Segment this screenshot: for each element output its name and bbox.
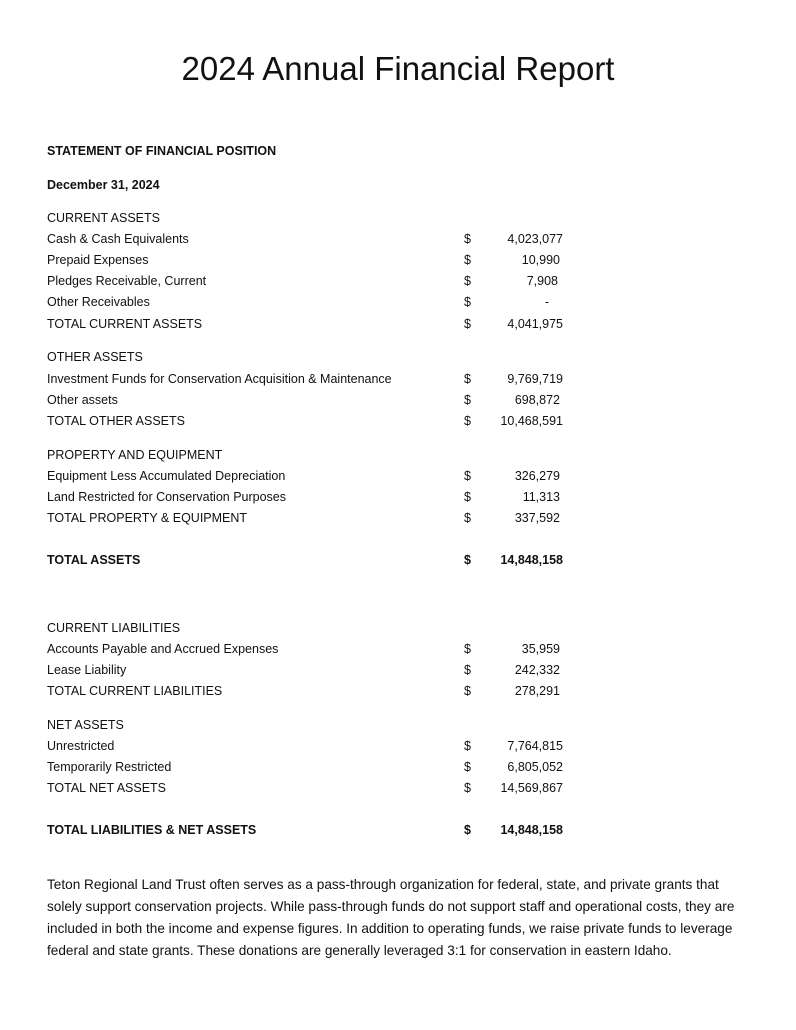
row-label: Equipment Less Accumulated Depreciation xyxy=(47,469,286,483)
currency-symbol: $ xyxy=(464,232,471,246)
total-assets-row xyxy=(47,550,577,570)
currency-symbol: $ xyxy=(464,823,471,837)
section-header-current-liabilities xyxy=(47,618,577,638)
currency-symbol: $ xyxy=(464,511,471,525)
row-label: TOTAL PROPERTY & EQUIPMENT xyxy=(47,511,248,525)
row-value: 14,848,158 xyxy=(500,553,563,567)
table-row xyxy=(47,757,577,777)
table-row xyxy=(47,466,577,486)
table-row-total xyxy=(47,314,577,334)
table-row xyxy=(47,639,577,659)
table-row xyxy=(47,229,577,249)
row-value: 14,848,158 xyxy=(500,823,563,837)
explanatory-paragraph: Teton Regional Land Trust often serves as a pass-through organization for federal, state, and private grants that solely support conservation projects. While pass-through funds do not support staff and operational costs, they are included in both the income and expense figures. In addition to operating funds, we raise private funds to leverage federal and state grants. These donations are generally leveraged 3:1 for conservation in eastern Idaho. xyxy=(47,877,735,958)
row-label: TOTAL NET ASSETS xyxy=(47,781,167,795)
row-value: 35,959 xyxy=(521,642,560,656)
row-value: 278,291 xyxy=(514,684,560,698)
currency-symbol: $ xyxy=(464,553,471,567)
row-value: 9,769,719 xyxy=(507,372,563,386)
row-value: 698,872 xyxy=(514,393,560,407)
row-label: Pledges Receivable, Current xyxy=(47,274,207,288)
currency-symbol: $ xyxy=(464,739,471,753)
row-value: 10,468,591 xyxy=(500,414,563,428)
row-label: Temporarily Restricted xyxy=(47,760,172,774)
section-header-other-assets xyxy=(47,347,577,367)
table-row-total xyxy=(47,411,577,431)
section-header-net-assets xyxy=(47,715,577,735)
section-header-property-equipment xyxy=(47,445,577,465)
table-row xyxy=(47,487,577,507)
row-label: Cash & Cash Equivalents xyxy=(47,232,189,246)
row-value: 14,569,867 xyxy=(500,781,563,795)
currency-symbol: $ xyxy=(464,393,471,407)
table-row-total xyxy=(47,681,577,701)
row-value: 242,332 xyxy=(514,663,560,677)
row-label: TOTAL OTHER ASSETS xyxy=(47,414,185,428)
table-row xyxy=(47,736,577,756)
currency-symbol: $ xyxy=(464,490,471,504)
row-label: Lease Liability xyxy=(47,663,127,677)
table-row-total xyxy=(47,778,577,798)
row-value: 10,990 xyxy=(521,253,560,267)
table-row xyxy=(47,390,577,410)
row-value: 4,041,975 xyxy=(507,317,563,331)
currency-symbol: $ xyxy=(464,760,471,774)
total-liabilities-net-assets-row xyxy=(47,820,577,840)
section-header-label: NET ASSETS xyxy=(47,718,124,732)
row-label: Investment Funds for Conservation Acquisition & Maintenance xyxy=(47,372,392,386)
table-row xyxy=(47,292,577,312)
row-value: 7,908 xyxy=(526,274,558,288)
row-label: Other Receivables xyxy=(47,295,150,309)
section-header-label: OTHER ASSETS xyxy=(47,350,143,364)
table-row-total xyxy=(47,508,577,528)
row-label: Land Restricted for Conservation Purposes xyxy=(47,490,287,504)
row-value: 6,805,052 xyxy=(507,760,563,774)
currency-symbol: $ xyxy=(464,684,471,698)
row-label: Unrestricted xyxy=(47,739,115,753)
row-value: 4,023,077 xyxy=(507,232,563,246)
currency-symbol: $ xyxy=(464,663,471,677)
row-label: Other assets xyxy=(47,393,118,407)
section-header-label: CURRENT LIABILITIES xyxy=(47,621,181,635)
row-label: Accounts Payable and Accrued Expenses xyxy=(47,642,279,656)
statement-title: STATEMENT OF FINANCIAL POSITION xyxy=(47,144,277,158)
row-label: Prepaid Expenses xyxy=(47,253,149,267)
section-header-current-assets xyxy=(47,208,577,228)
currency-symbol: $ xyxy=(464,253,471,267)
currency-symbol: $ xyxy=(464,317,471,331)
currency-symbol: $ xyxy=(464,414,471,428)
table-row xyxy=(47,250,577,270)
page-title: 2024 Annual Financial Report xyxy=(181,50,615,87)
table-row xyxy=(47,660,577,680)
currency-symbol: $ xyxy=(464,781,471,795)
currency-symbol: $ xyxy=(464,274,471,288)
row-label: TOTAL CURRENT ASSETS xyxy=(47,317,203,331)
currency-symbol: $ xyxy=(464,295,471,309)
table-row xyxy=(47,369,577,389)
currency-symbol: $ xyxy=(464,469,471,483)
currency-symbol: $ xyxy=(464,372,471,386)
row-label: TOTAL CURRENT LIABILITIES xyxy=(47,684,223,698)
statement-date: December 31, 2024 xyxy=(47,178,160,192)
row-label: TOTAL ASSETS xyxy=(47,553,141,567)
row-value: 337,592 xyxy=(514,511,560,525)
section-header-label: PROPERTY AND EQUIPMENT xyxy=(47,448,223,462)
section-header-label: CURRENT ASSETS xyxy=(47,211,160,225)
row-value: 326,279 xyxy=(514,469,560,483)
row-value: - xyxy=(544,295,549,309)
currency-symbol: $ xyxy=(464,642,471,656)
row-value: 11,313 xyxy=(522,490,560,504)
table-row xyxy=(47,271,577,291)
row-label: TOTAL LIABILITIES & NET ASSETS xyxy=(47,823,257,837)
row-value: 7,764,815 xyxy=(507,739,563,753)
